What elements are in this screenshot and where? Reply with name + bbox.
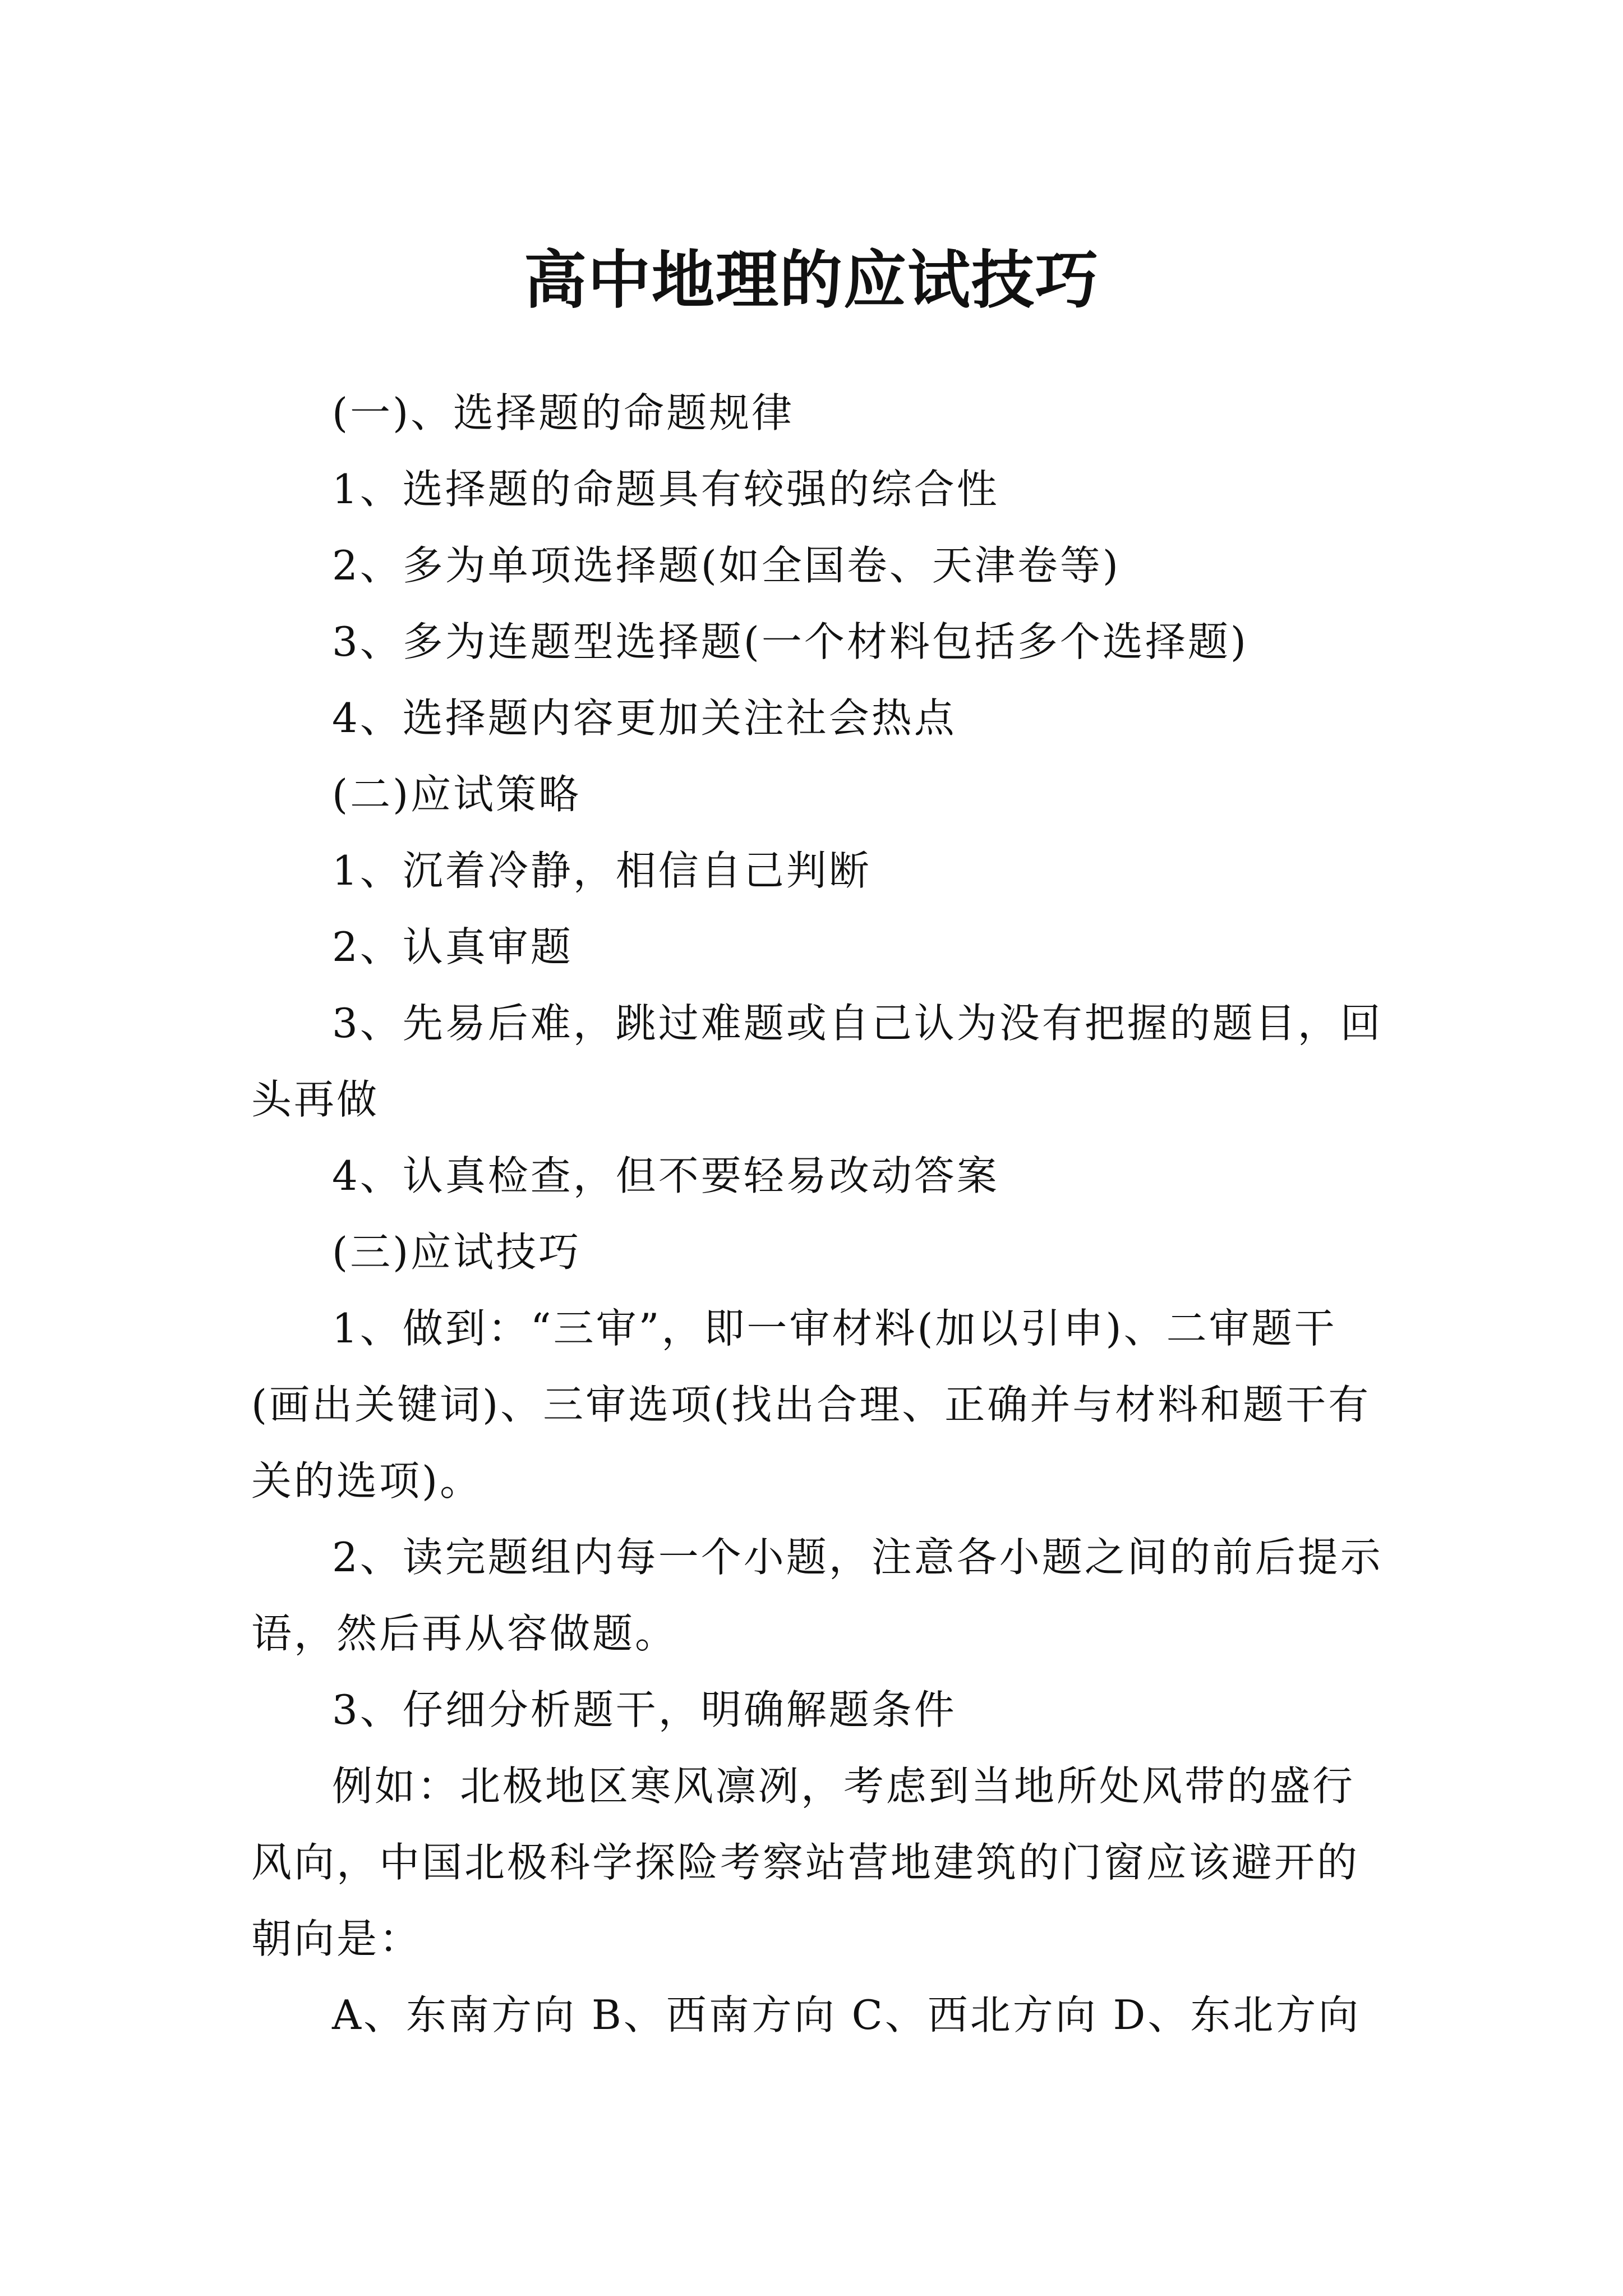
list-item: 2、认真审题 (332, 923, 573, 970)
list-item: 3、多为连题型选择题(一个材料包括多个选择题) (332, 618, 1248, 665)
list-item: 1、选择题的命题具有较强的综合性 (332, 466, 999, 513)
section-heading-choice-rules: (一)、选择题的命题规律 (332, 389, 795, 436)
section-heading-exam-skills: (三)应试技巧 (332, 1228, 582, 1276)
list-item: 4、认真检查，但不要轻易改动答案 (332, 1152, 999, 1199)
answer-options: A、东南方向 B、西南方向 C、西北方向 D、东北方向 (332, 1991, 1361, 2039)
document-body (251, 375, 1390, 2053)
list-item: 2、多为单项选择题(如全国卷、天津卷等) (332, 542, 1121, 589)
list-item: 1、做到：“三审”，即一审材料(加以引申)、二审题干(画出关键词)、三审选项(找出合理、正确并与材料和题干有关的选项)。 (251, 1305, 1371, 1504)
list-item: 3、仔细分析题干，明确解题条件 (332, 1686, 957, 1733)
list-item: 4、选择题内容更加关注社会热点 (332, 694, 957, 742)
document-title: 高中地理的应试技巧 (524, 243, 1099, 318)
list-item: 1、沉着冷静，相信自己判断 (332, 847, 872, 894)
list-item: 3、先易后难，跳过难题或自己认为没有把握的题目，回头再做 (251, 1000, 1383, 1123)
example-question: 例如：北极地区寒风凛冽，考虑到当地所处风带的盛行风向，中国北极科学探险考察站营地建筑的门窗应该避开的朝向是： (251, 1763, 1360, 1962)
section-heading-exam-strategy: (二)应试策略 (332, 771, 582, 818)
list-item: 2、读完题组内每一个小题，注意各小题之间的前后提示语，然后再从容做题。 (251, 1534, 1383, 1657)
